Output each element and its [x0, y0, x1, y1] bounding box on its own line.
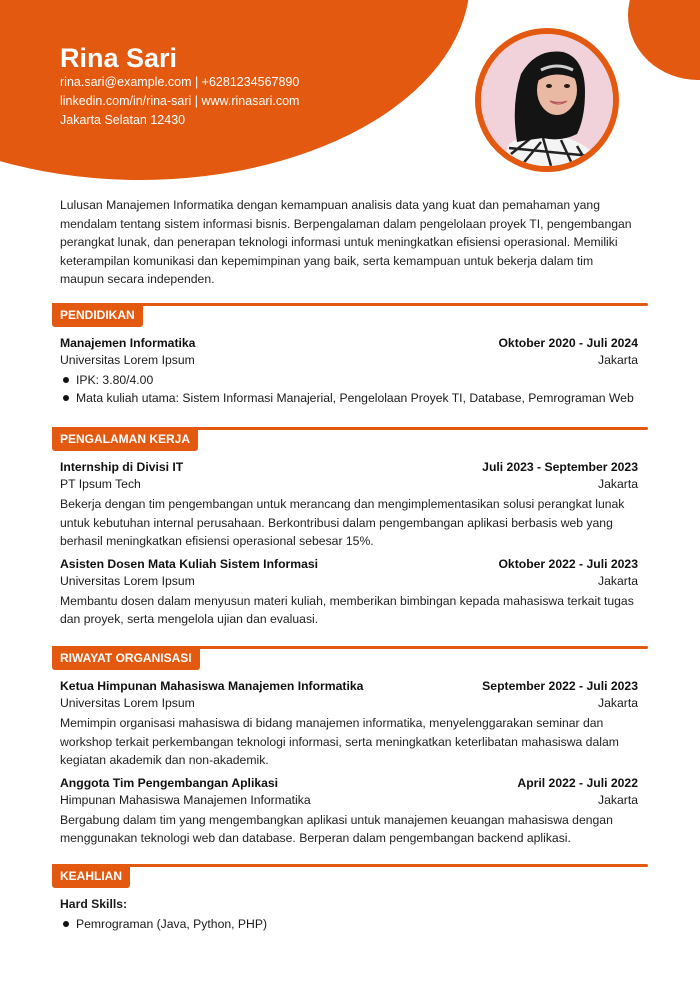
company: Universitas Lorem Ipsum: [60, 573, 195, 588]
organization-name: Universitas Lorem Ipsum: [60, 696, 195, 710]
bullet-item: IPK: 3.80/4.00: [60, 371, 638, 389]
date-range: September 2022 - Juli 2023: [482, 679, 638, 693]
date-range: Oktober 2022 - Juli 2023: [498, 556, 638, 571]
organization-entry: [60, 775, 638, 848]
date-range: April 2022 - Juli 2022: [517, 775, 638, 790]
corner-decoration-circle: [628, 0, 700, 80]
job-description: Membantu dosen dalam menyusun materi kuliah, memberikan bimbingan kepada mahasiswa terkait tugas dan proyek, serta mengelola ujian dan evaluasi.: [60, 593, 634, 626]
professional-summary: Lulusan Manajemen Informatika dengan kemampuan analisis data yang kuat dan pemahaman yang mendalam tentang sistem informasi bisnis. Berpengalaman dalam pengelolaan proyek TI, pengembangan perangkat lunak, dan penerapan teknologi informasi untuk meningkatkan efisiensi operasional. Memiliki keterampilan komunikasi dan kepemimpinan yang baik, serta kemampuan untuk bekerja dalam tim maupun secara independen.: [60, 198, 632, 287]
profile-photo: [475, 28, 619, 172]
candidate-name: Rina Sari: [60, 43, 178, 73]
organization-name: Himpunan Mahasiswa Manajemen Informatika: [60, 792, 311, 807]
section-title: PENGALAMAN KERJA: [52, 427, 198, 451]
header-info: [60, 43, 299, 130]
experience-entry: [60, 459, 638, 551]
location: Jakarta: [598, 696, 638, 710]
job-description: Bekerja dengan tim pengembangan untuk merancang dan mengimplementasikan solusi perangkat lunak untuk kebutuhan internal perusahaan. Berkontribusi dalam pengembangan aplikasi berbasis web yang berhasil meningkatkan efisiensi operasional sebesar 15%.: [60, 497, 625, 548]
bullet-item: Mata kuliah utama: Sistem Informasi Manajerial, Pengelolaan Proyek TI, Database, Pemrograman Web: [60, 389, 638, 407]
experience-entry: [60, 556, 638, 629]
section-title: PENDIDIKAN: [52, 303, 143, 327]
org-description: Bergabung dalam tim yang mengembangkan aplikasi untuk manajemen keuangan mahasiswa dengan menggunakan teknologi web dan database. Berperan dalam pengembangan backend aplikasi.: [60, 812, 613, 845]
location: Jakarta: [598, 477, 638, 491]
degree: Manajemen Informatika: [60, 336, 196, 350]
date-range: Juli 2023 - September 2023: [482, 460, 638, 474]
organization-entry: [60, 678, 638, 770]
org-role: Anggota Tim Pengembangan Aplikasi: [60, 775, 279, 790]
contact-email-phone: rina.sari@example.com | +6281234567890: [60, 75, 300, 89]
contact-address: Jakarta Selatan 12430: [60, 113, 186, 127]
org-role: Ketua Himpunan Mahasiswa Manajemen Informatika: [60, 679, 364, 693]
location: Jakarta: [598, 792, 638, 807]
company: PT Ipsum Tech: [60, 477, 141, 491]
education-entry: [60, 335, 638, 407]
section-divider: [52, 864, 648, 867]
org-description: Memimpin organisasi mahasiswa di bidang manajemen informatika, menyelenggarakan seminar dan workshop terkait perkembangan teknologi informasi, serta meningkatkan keterlibatan mahasiswa dalam kegiatan akademik dan non-akademik.: [60, 716, 619, 767]
profile-photo-icon: [481, 34, 613, 166]
job-title: Asisten Dosen Mata Kuliah Sistem Informasi: [60, 556, 319, 571]
contact-linkedin-website: linkedin.com/in/rina-sari | www.rinasari.com: [60, 94, 300, 108]
job-title: Internship di Divisi IT: [60, 460, 184, 474]
date-range: Oktober 2020 - Juli 2024: [498, 336, 638, 350]
section-title: RIWAYAT ORGANISASI: [52, 646, 200, 670]
hard-skills-label: Hard Skills:: [60, 897, 128, 911]
location: Jakarta: [598, 353, 638, 367]
section-title: KEAHLIAN: [52, 864, 130, 888]
institution: Universitas Lorem Ipsum: [60, 353, 195, 367]
location: Jakarta: [598, 573, 638, 588]
skill-item: Pemrograman (Java, Python, PHP): [60, 915, 638, 933]
